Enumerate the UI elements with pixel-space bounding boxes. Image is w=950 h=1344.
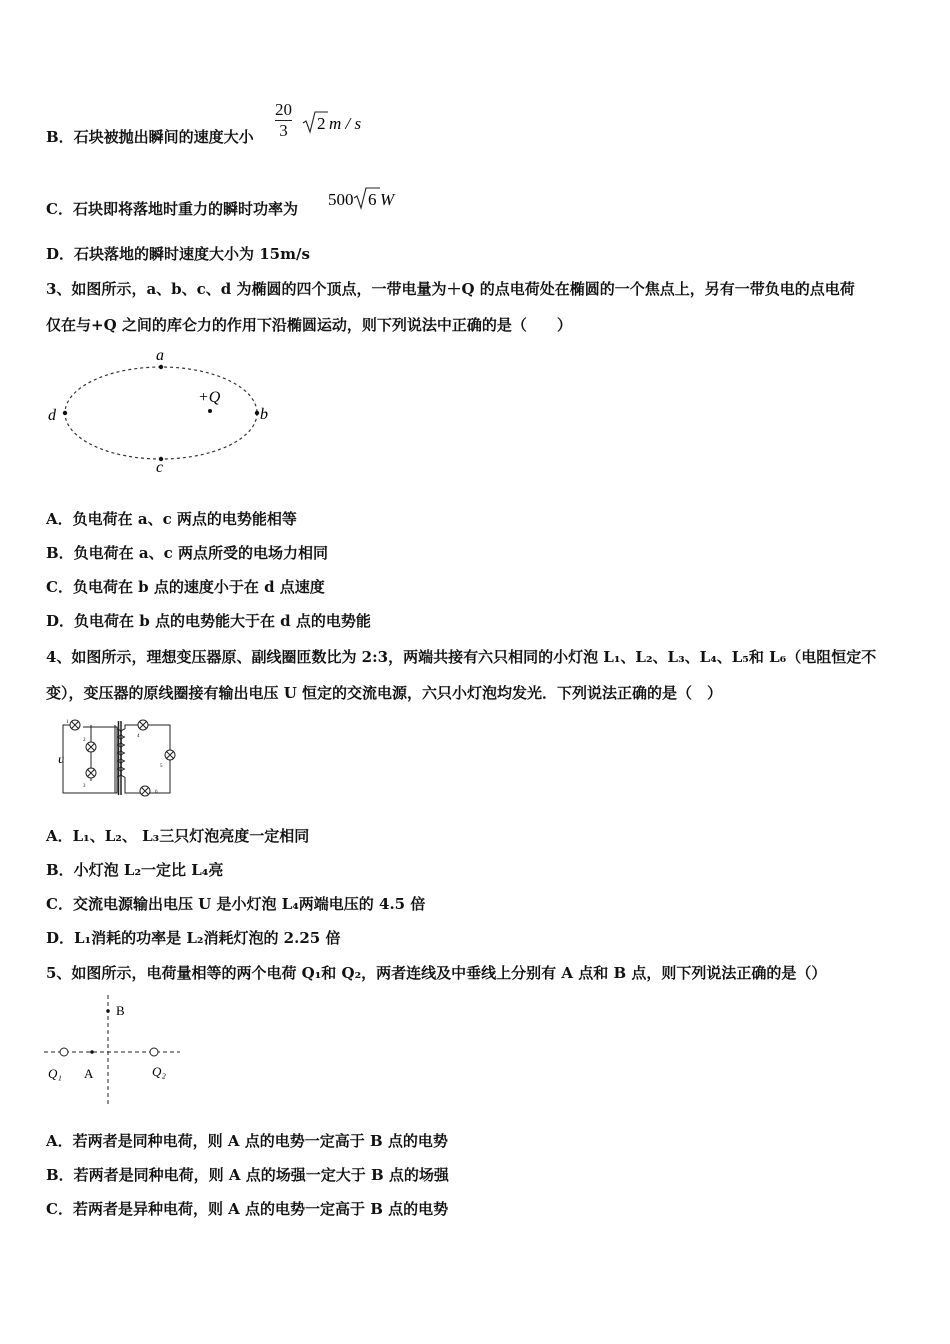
speed-fraction: [275, 100, 292, 141]
q4-stem-line2: 变），变压器的原线圈接有输出电压 U 恒定的交流电源，六只小灯泡均发光．下列说法正确的是（ ）: [46, 684, 723, 702]
option-2d: D．石块落地的瞬时速度大小为 15m/s: [46, 245, 310, 263]
option-4a: A．L₁、L₂、 L₃三只灯泡亮度一定相同: [46, 827, 310, 845]
point-a-dot: [90, 1050, 94, 1054]
option-2b: [46, 126, 254, 148]
lamp-label-1: 1: [66, 720, 69, 725]
option-3a: A．负电荷在 a、c 两点的电势能相等: [46, 510, 297, 528]
charge-q-point: [208, 409, 212, 413]
two-charges-figure: [44, 995, 184, 1110]
label-plus-q: +Q: [198, 389, 221, 406]
label-c: c: [156, 459, 164, 476]
charge-q2: [150, 1048, 158, 1056]
power-expression: [328, 186, 408, 214]
ellipse-figure: [40, 345, 280, 475]
option-3b: B．负电荷在 a、c 两点所受的电场力相同: [46, 544, 328, 562]
label-q1: Q₁: [48, 1066, 62, 1081]
label-q2: Q₂: [152, 1064, 166, 1079]
option-2b-text: B．石块被抛出瞬间的速度大小: [46, 128, 254, 146]
source-u-label: U: [58, 756, 64, 765]
fraction-denominator: 3: [275, 120, 292, 141]
power-unit: W: [380, 190, 395, 209]
lamp-label-2: 2: [83, 738, 86, 743]
option-4b: B．小灯泡 L₂一定比 L₄亮: [46, 861, 224, 879]
option-5a: A．若两者是同种电荷，则 A 点的电势一定高于 B 点的电势: [46, 1132, 448, 1150]
option-3d: D．负电荷在 b 点的电势能大于在 d 点的电势能: [46, 612, 371, 630]
option-5b: B．若两者是同种电荷，则 A 点的场强一定大于 B 点的场强: [46, 1166, 449, 1184]
label-point-a: A: [84, 1066, 94, 1081]
option-3c: C．负电荷在 b 点的速度小于在 d 点速度: [46, 578, 325, 596]
lamp-label-6: 6: [155, 790, 158, 795]
option-4c: C．交流电源输出电压 U 是小灯泡 L₄两端电压的 4.5 倍: [46, 895, 426, 913]
point-b: [255, 411, 259, 415]
sqrt-radicand-2: 2: [317, 114, 326, 133]
q3-stem-line1: 3、如图所示，a、b、c、d 为椭圆的四个顶点，一带电量为＋Q 的点电荷处在椭圆的一个焦点上，另有一带负电的点电荷: [46, 280, 855, 298]
label-a: a: [156, 347, 164, 364]
point-b-dot: [106, 1009, 110, 1013]
fraction-numerator: 20: [275, 100, 292, 119]
label-d: d: [48, 407, 56, 424]
option-2c-text: C．石块即将落地时重力的瞬时功率为: [46, 200, 298, 218]
transformer-circuit: [55, 715, 185, 800]
q4-stem-line1: 4、如图所示，理想变压器原、副线圈匝数比为 2:3，两端共接有六只相同的小灯泡 L₁、L₂、L₃、L₄、L₅和 L₆（电阻恒定不: [46, 648, 877, 666]
q5-stem: 5、如图所示，电荷量相等的两个电荷 Q₁和 Q₂，两者连线及中垂线上分别有 A 点和 B 点，则下列说法正确的是（）: [46, 964, 827, 982]
sqrt-radicand-6: 6: [368, 190, 377, 209]
label-b: b: [260, 406, 268, 423]
charge-q1: [60, 1048, 68, 1056]
q3-stem-line2: 仅在与+Q 之间的库仑力的作用下沿椭圆运动，则下列说法中正确的是（ ）: [46, 316, 572, 334]
option-4d: D．L₁消耗的功率是 L₂消耗灯泡的 2.25 倍: [46, 929, 341, 947]
power-coefficient: 500: [328, 190, 354, 209]
label-point-b: B: [116, 1003, 125, 1018]
option-2c: [46, 198, 298, 220]
lamp-label-3: 3: [83, 784, 86, 789]
point-a: [159, 365, 163, 369]
lamp-label-4: 4: [137, 734, 140, 739]
ellipse-orbit: [65, 367, 257, 459]
option-5c: C．若两者是异种电荷，则 A 点的电势一定高于 B 点的电势: [46, 1200, 449, 1218]
point-d: [63, 411, 67, 415]
sqrt-2-ms: [302, 110, 372, 138]
lamp-label-5: 5: [160, 764, 163, 769]
speed-unit: m / s: [329, 114, 362, 133]
